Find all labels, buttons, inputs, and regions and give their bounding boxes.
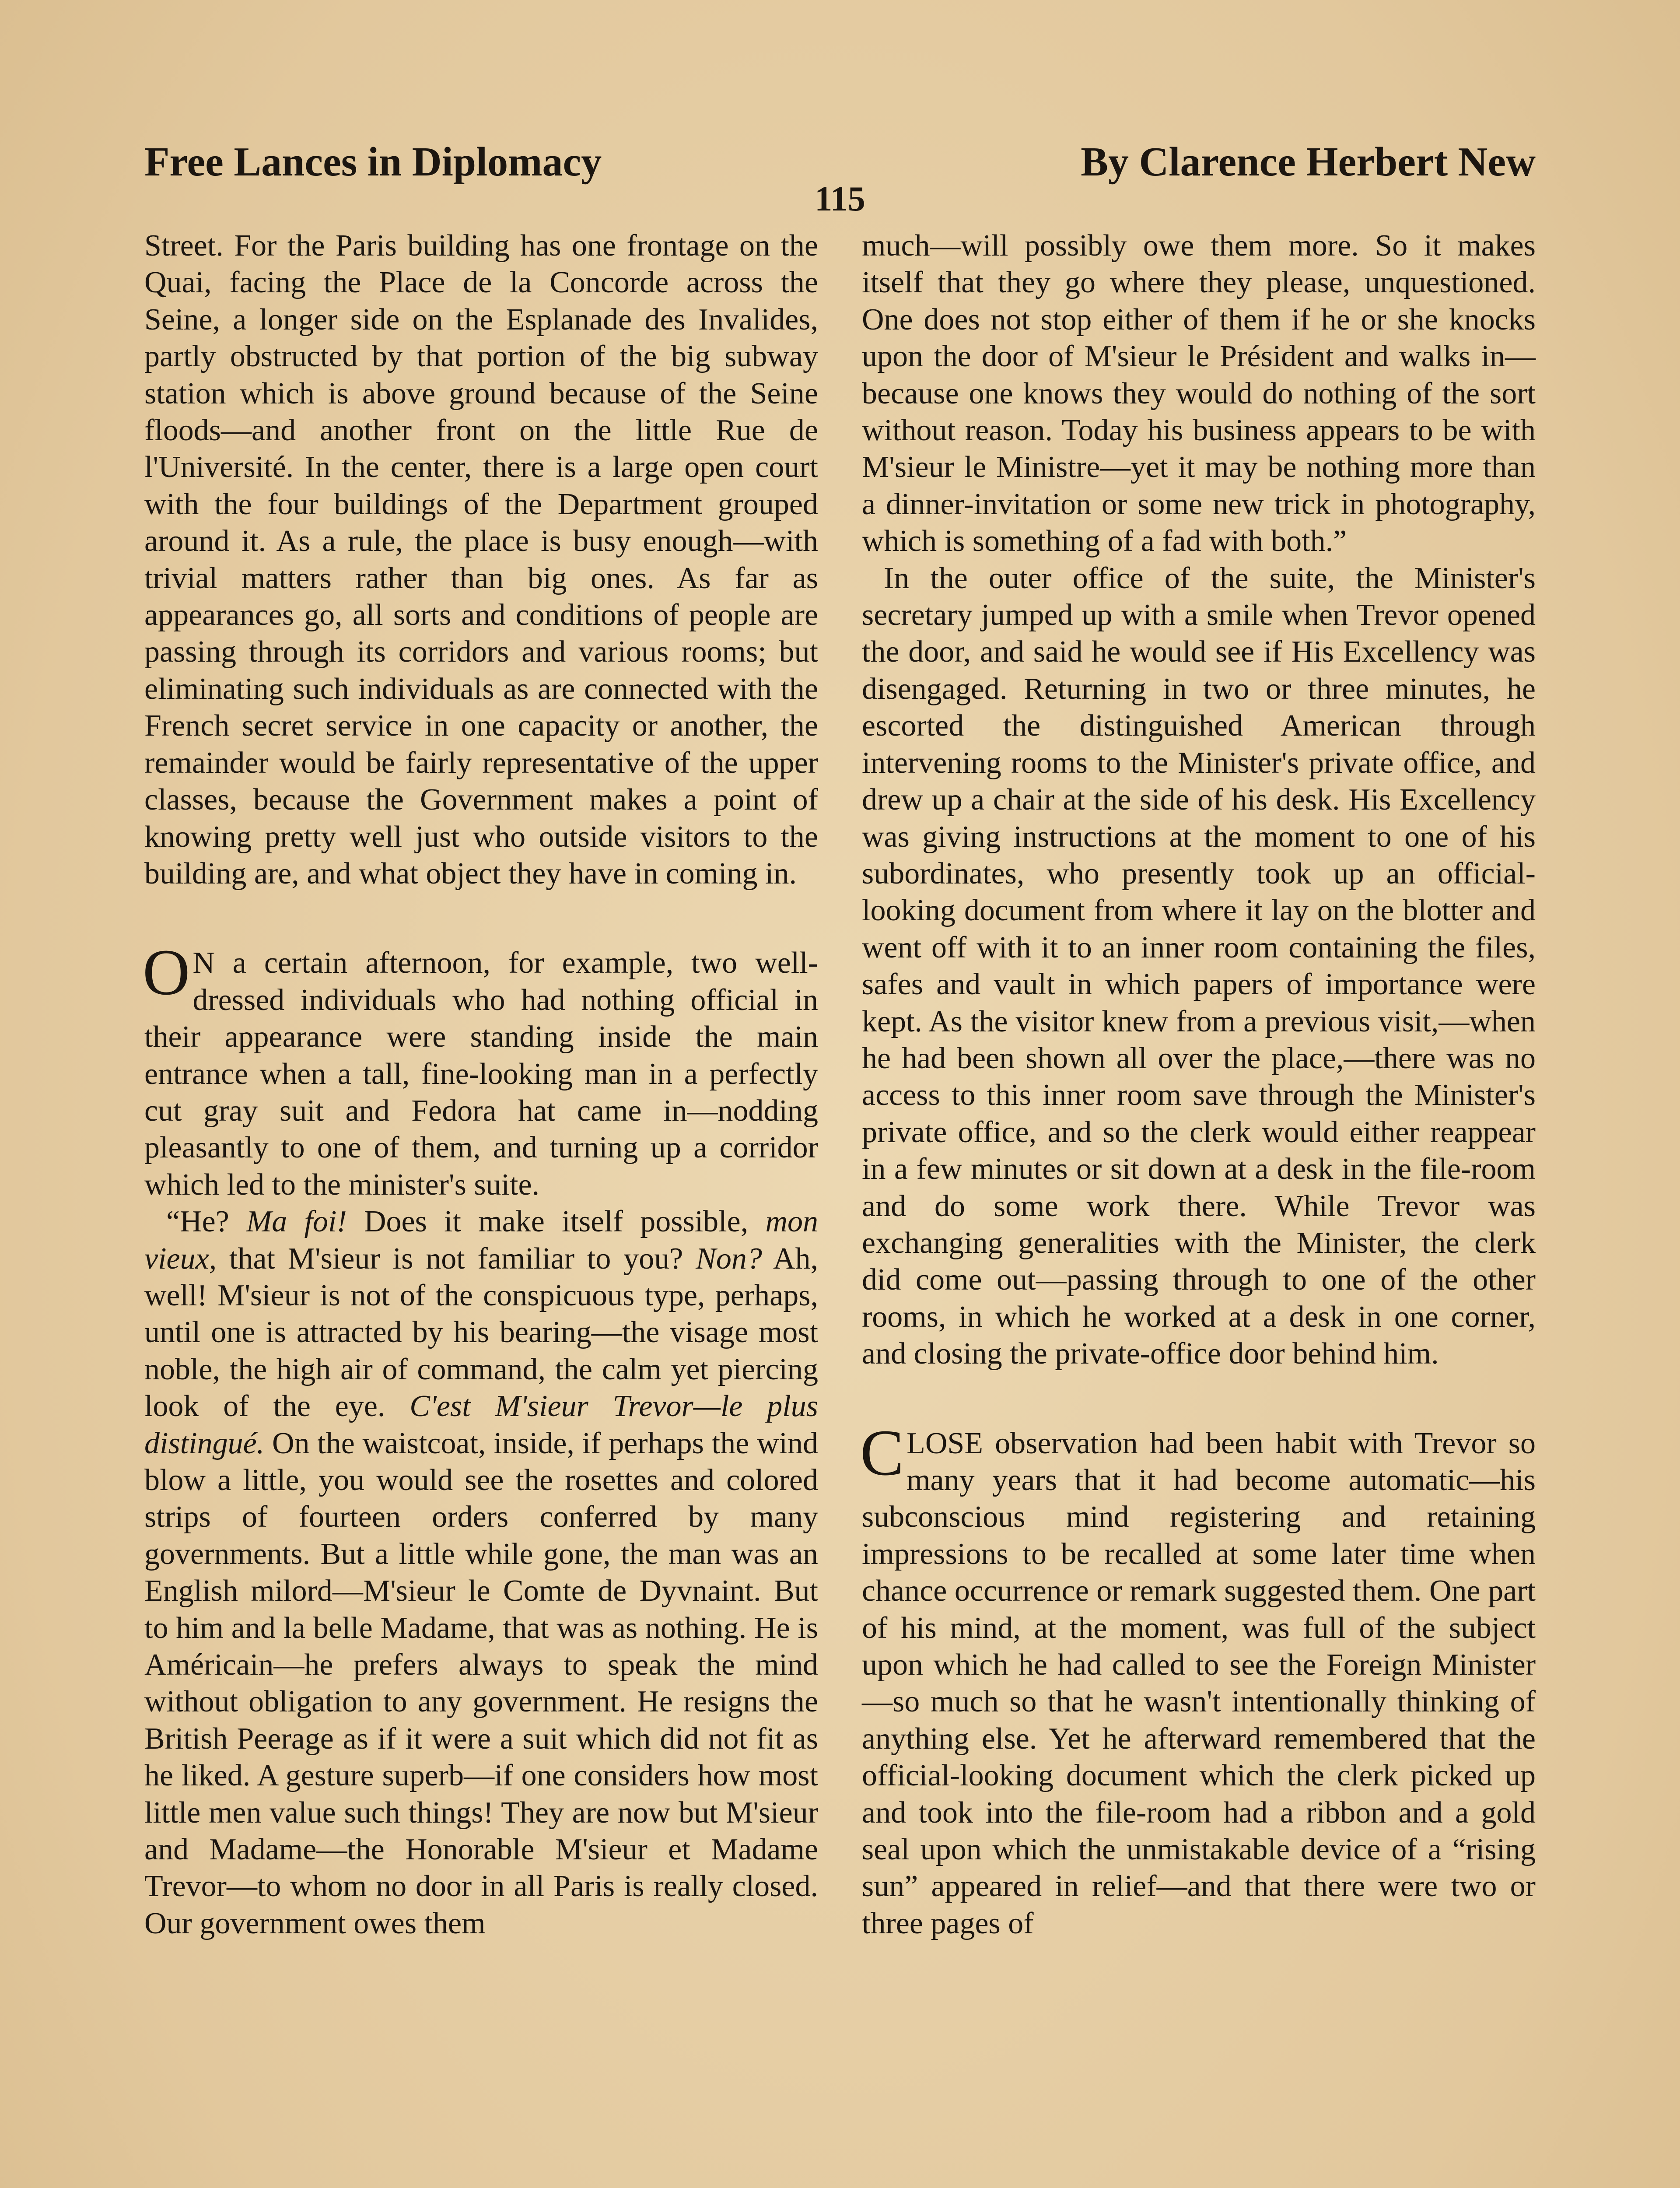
drop-cap: O [143,936,190,1009]
drop-cap: C [860,1416,904,1489]
paragraph: Street. For the Paris building has one frontage on the Quai, facing the Place de la Concorde across the Seine, a longer side on the Esplanade des Invalides, partly obstructed by that portion of the big subway station which is above ground because of the Seine floods—and another front on the little Rue de l'Université. In the center, there is a large open court with the four buildings of the Department grouped around it. As a rule, the place is busy enough—with trivial matters rather than big ones. As far as appearances go, all sorts and conditions of people are passing through its corridors and various rooms; but eliminating such individuals as are connected with the French secret service in one capacity or another, the remainder would be fairly representative of the upper classes, because the Government makes a point of knowing pretty well just who outside visitors to the building are, and what object they have in coming in. [144,229,818,891]
section-paragraph [860,1416,1536,1943]
text-run: “He? [166,1205,246,1239]
article-body [144,228,1536,2188]
section-paragraph [143,936,818,1203]
paragraph-text: LOSE observation had been habit with Trevor so many years that it had become automatic—his subconscious mind registering and retaining impressions to be recalled at some later time when chance occurrence or remark suggested them. One part of his mind, at the moment, was full of the subject upon which he had called to see the Foreign Minister—so much so that he wasn't intentionally thinking of anything else. Yet he afterward remembered that the official-looking document which the clerk picked up and took into the file-room had a ribbon and a gold seal upon which the unmistakable device of a “rising sun” appeared in relief—and that there were two or three pages of [862,1426,1536,1940]
running-title: Free Lances in Diplomacy [144,139,602,185]
paragraph-text: N a certain afternoon, for example, two well-dressed individuals who had nothing official in their appearance were standing inside the main entrance when a tall, fine-looking man in a perfectly cut gray suit and Fedora hat came in—nodding pleasantly to one of them, and turning up a corridor which led to the minister's suite. [144,946,818,1202]
italic-run: Non? [696,1241,762,1276]
text-run: On the waistcoat, inside, if perhaps the wind blow a little, you would see the rosettes and colored strips of fourteen orders conferred by many governments. But a little while gone, the man was an English milord—M'sieur le Comte de Dyvnaint. But to him and la belle Madame, that was as nothing. He is Américain—he prefers always to speak the mind without obligation to any government. He resigns the British Peerage as if it were a suit which did not fit as he liked. A gesture superb—if one considers how most little men value such things! They are now but M'sieur and Madame—the Honorable M'sieur et Madame Trevor—to whom no door in all Paris is really closed. Our government owes them [144,1426,818,1940]
author-byline: By Clarence Herbert New [1081,139,1536,185]
text-run: Does it make itself possible, [346,1205,766,1239]
italic-run: Ma foi! [246,1205,347,1239]
text-run: Ah, well! M'sieur is not of the conspicuous type, perhaps, until one is attracted by his bearing—the visage most noble, the high air of command, the calm yet piercing look of the eye. [144,1241,818,1424]
left-column [144,228,818,1942]
right-column [862,228,1536,1942]
paragraph: much—will possibly owe them more. So it makes itself that they go where they please, unquestioned. One does not stop either of them if he or she knocks upon the door of M'sieur le Président and walks in—because one knows they would do nothing of the sort without reason. Today his business appears to be with M'sieur le Ministre—yet it may be nothing more than a dinner-invitation or some new trick in photography, which is something of a fad with both.” [862,229,1536,558]
paragraph: In the outer office of the suite, the Minister's secretary jumped up with a smile when Trevor opened the door, and said he would see if His Excellency was disengaged. Returning in two or three minutes, he escorted the distinguished American through intervening rooms to the Minister's private office, and drew up a chair at the side of his desk. His Excellency was giving instructions at the moment to one of his subordinates, who presently took up an official-looking document from where it lay on the blotter and went off with it to an inner room containing the files, safes and vault in which papers of importance were kept. As the visitor knew from a previous visit,—when he had been shown all over the place,—there was no access to this inner room save through the Minister's private office, and so the clerk would either reappear in a few minutes or sit down at a desk in the file-room and do some work there. While Trevor was exchanging generalities with the Minister, the clerk did come out—passing through to one of the other rooms, in which he worked at a desk in one corner, and closing the private-office door behind him. [862,561,1536,1371]
dialogue-paragraph [144,1203,818,1942]
italic-run: mon vieux, [144,1205,818,1276]
italic-run: C'est M'sieur Trevor—le plus distingué. [144,1389,818,1460]
text-run: that M'sieur is not familiar to you? [217,1241,696,1276]
page-number: 115 [815,180,865,218]
